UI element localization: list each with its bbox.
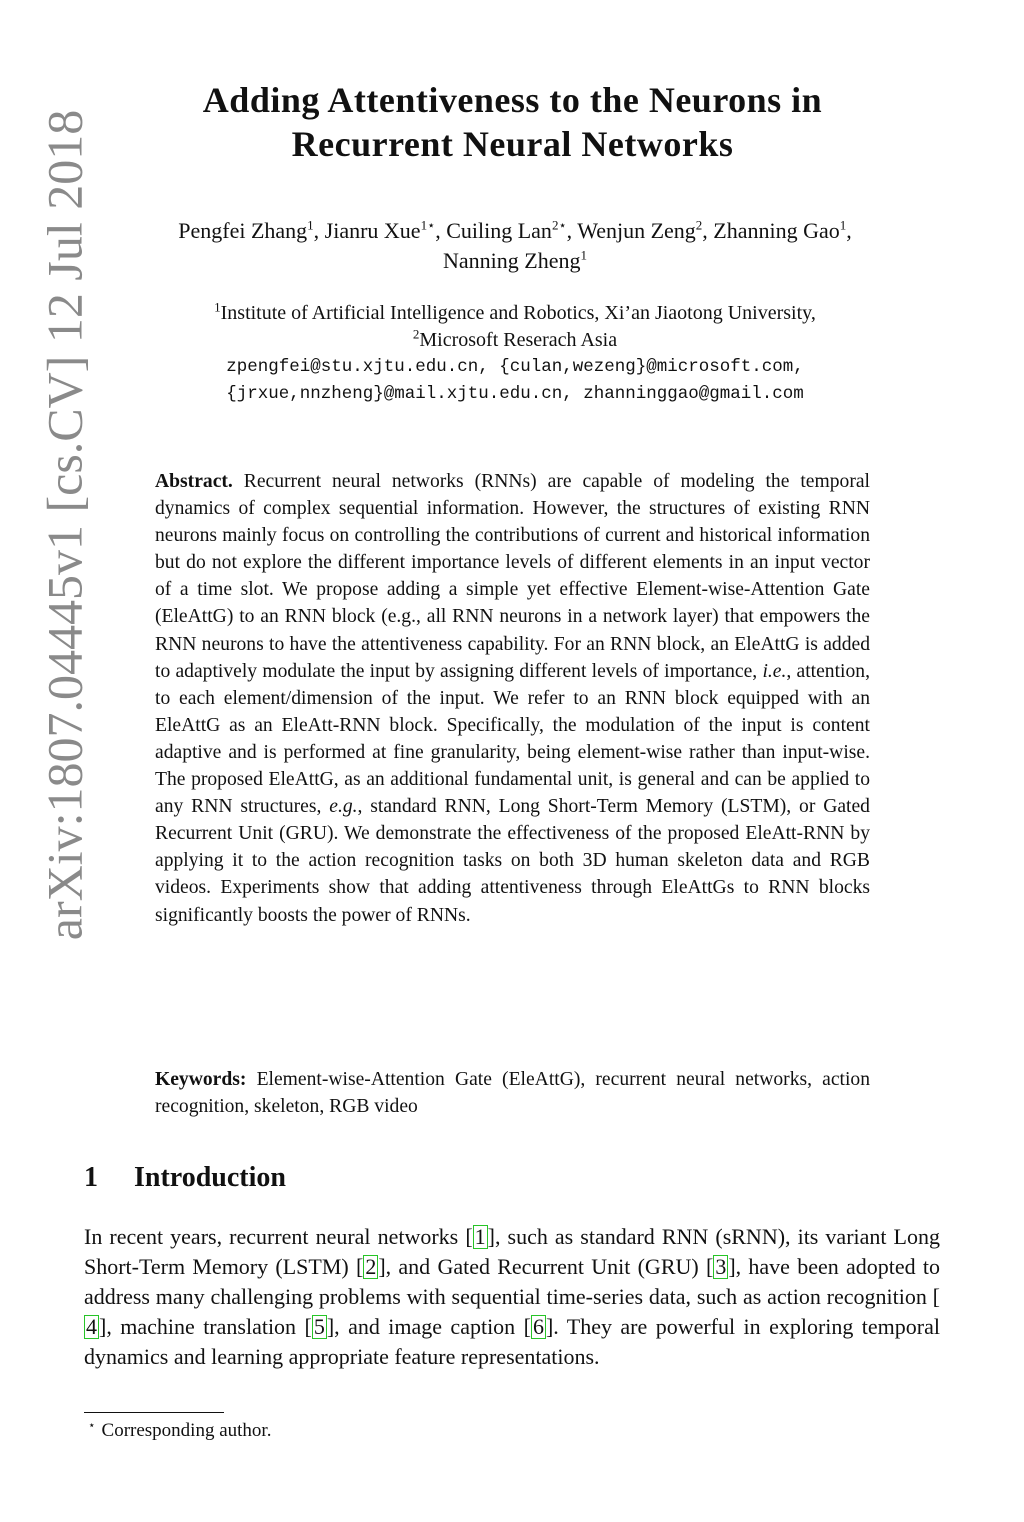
intro-text: . They are powerful in exploring temporal dynamics and learning appropriate feature representations. (84, 1314, 940, 1369)
email-line-1: zpengfei@stu.xjtu.edu.cn, {culan,wezeng}@microsoft.com, (226, 357, 804, 377)
email-line-2: {jrxue,nnzheng}@mail.xjtu.edu.cn, zhanninggao@gmail.com (226, 384, 804, 404)
author-mark: 1⋆ (420, 217, 436, 233)
citation-link-3[interactable]: 3 (715, 1254, 727, 1279)
footnote-text: Corresponding author. (101, 1420, 272, 1441)
author-name: Cuiling Lan (446, 218, 552, 243)
author-list: Pengfei Zhang$^1$, Jianru Xue$^{1⋆}$, Cuiling Lan$^{2⋆}$, Wenjun Zeng$^2$, Zhanning Gao$^1$, Nanning Zheng$^1$ (178, 217, 852, 273)
abstract-text-2: , attention, to each element/dimension of the input. We refer to an RNN block equipped with an EleAttG as an EleAtt-RNN block. Specifically, the modulation of the input is content adaptive and is performed at fine granularity, being element-wise rather than input-wise. The proposed EleAttG, as an additional fundamental unit, is general and can be applied to any RNN structures, (155, 660, 870, 818)
footnote-rule (84, 1412, 224, 1413)
author-mark: 1 (839, 217, 847, 233)
author-mark: 2 (695, 217, 703, 233)
intro-paragraph: In recent years, recurrent neural networks [1], such as standard RNN (sRNN), its variant Long Short-Term Memory (LSTM) [2], and Gated Recurrent Unit (GRU) [3], have been adopted to address many challenging problems with sequential time-series data, such as action recognition [4], machine translation [5], and image caption [6]. They are powerful in exploring temporal dynamics and learning appropriate feature representations. (84, 1224, 941, 1369)
abstract (155, 468, 870, 929)
citation-link-1[interactable]: 1 (474, 1224, 486, 1249)
affiliation-mark: 1 (214, 299, 221, 315)
keywords (155, 1066, 870, 1120)
paper-title (110, 78, 915, 166)
abstract-eg: e.g. (329, 796, 358, 818)
intro-text: , and Gated Recurrent Unit (GRU) (385, 1254, 706, 1279)
abstract-ie: i.e. (762, 660, 787, 682)
intro-text: , such as standard RNN (sRNN), its variant Long Short-Term Memory (LSTM) (84, 1224, 940, 1279)
author-mark: 2⋆ (551, 217, 567, 233)
title-line-1: Adding Attentiveness to the Neurons in (202, 80, 823, 120)
affiliation-2 (80, 327, 950, 354)
affiliation-text: Institute of Artificial Intelligence and Robotics, Xi’an Jiaotong University, (220, 302, 816, 324)
author-name: Jianru Xue (324, 218, 421, 243)
keywords-text: Element-wise-Attention Gate (EleAttG), recurrent neural networks, action recognition, skeleton, RGB video (155, 1069, 870, 1117)
author-mark: 1 (307, 217, 314, 233)
section-heading (84, 1162, 286, 1194)
affiliation-text: Microsoft Reserach Asia (419, 329, 618, 351)
author-name: Pengfei Zhang (178, 218, 308, 243)
intro-text: , have been adopted to address many challenging problems with sequential time-series data, such as action recognition (84, 1254, 941, 1309)
arxiv-id-text: arXiv:1807.04445v1 [cs.CV] 12 Jul 2018 (36, 109, 92, 941)
abstract-text-1: Recurrent neural networks (RNNs) are capable of modeling the temporal dynamics of complex sequential information. However, the structures of existing RNN neurons mainly focus on controlling the contributions of current and historical information but do not explore the different importance levels of different elements in an input vector of a time slot. We propose adding a simple yet effective Element-wise-Attention Gate (EleAttG) to an RNN block (e.g., all RNN neurons in a network layer) that empowers the RNN neurons to have the attentiveness capability. For an RNN block, an EleAttG is added to adaptively modulate the input by assigning different levels of importance, (155, 471, 870, 682)
citation-link-6[interactable]: 6 (532, 1314, 544, 1339)
citation-link-2[interactable]: 2 (365, 1254, 377, 1279)
author-name: Nanning Zheng (443, 248, 581, 273)
section-number: 1 (84, 1162, 98, 1193)
intro-text: , and image caption (334, 1314, 524, 1339)
affiliation-mark: 2 (412, 326, 420, 342)
footnote (84, 1418, 271, 1444)
abstract-label: Abstract. (155, 471, 233, 492)
author-name: Wenjun Zeng (577, 218, 696, 243)
author-name: Zhanning Gao (713, 218, 840, 243)
intro-text: , machine translation (106, 1314, 305, 1339)
abstract-text-3: , standard RNN, Long Short-Term Memory (LSTM), or Gated Recurrent Unit (GRU). We demonstrate the effectiveness of the proposed EleAtt-RNN by applying it to the action recognition tasks on both 3D human skeleton data and RGB videos. Experiments show that adding attentiveness through EleAttGs to RNN blocks significantly boosts the power of RNNs. (155, 796, 870, 926)
affiliation-1 (80, 300, 950, 327)
citation-link-4[interactable]: 4 (86, 1314, 97, 1339)
citation-link-5[interactable]: 5 (313, 1314, 325, 1339)
affiliations (80, 300, 950, 408)
author-mark: 1 (580, 247, 587, 263)
footnote-mark: ⋆ (88, 1417, 96, 1432)
section-title: Introduction (134, 1162, 286, 1193)
keywords-label: Keywords: (155, 1069, 247, 1090)
intro-text: In recent years, recurrent neural networks (84, 1224, 466, 1249)
title-line-2: Recurrent Neural Networks (291, 124, 734, 164)
